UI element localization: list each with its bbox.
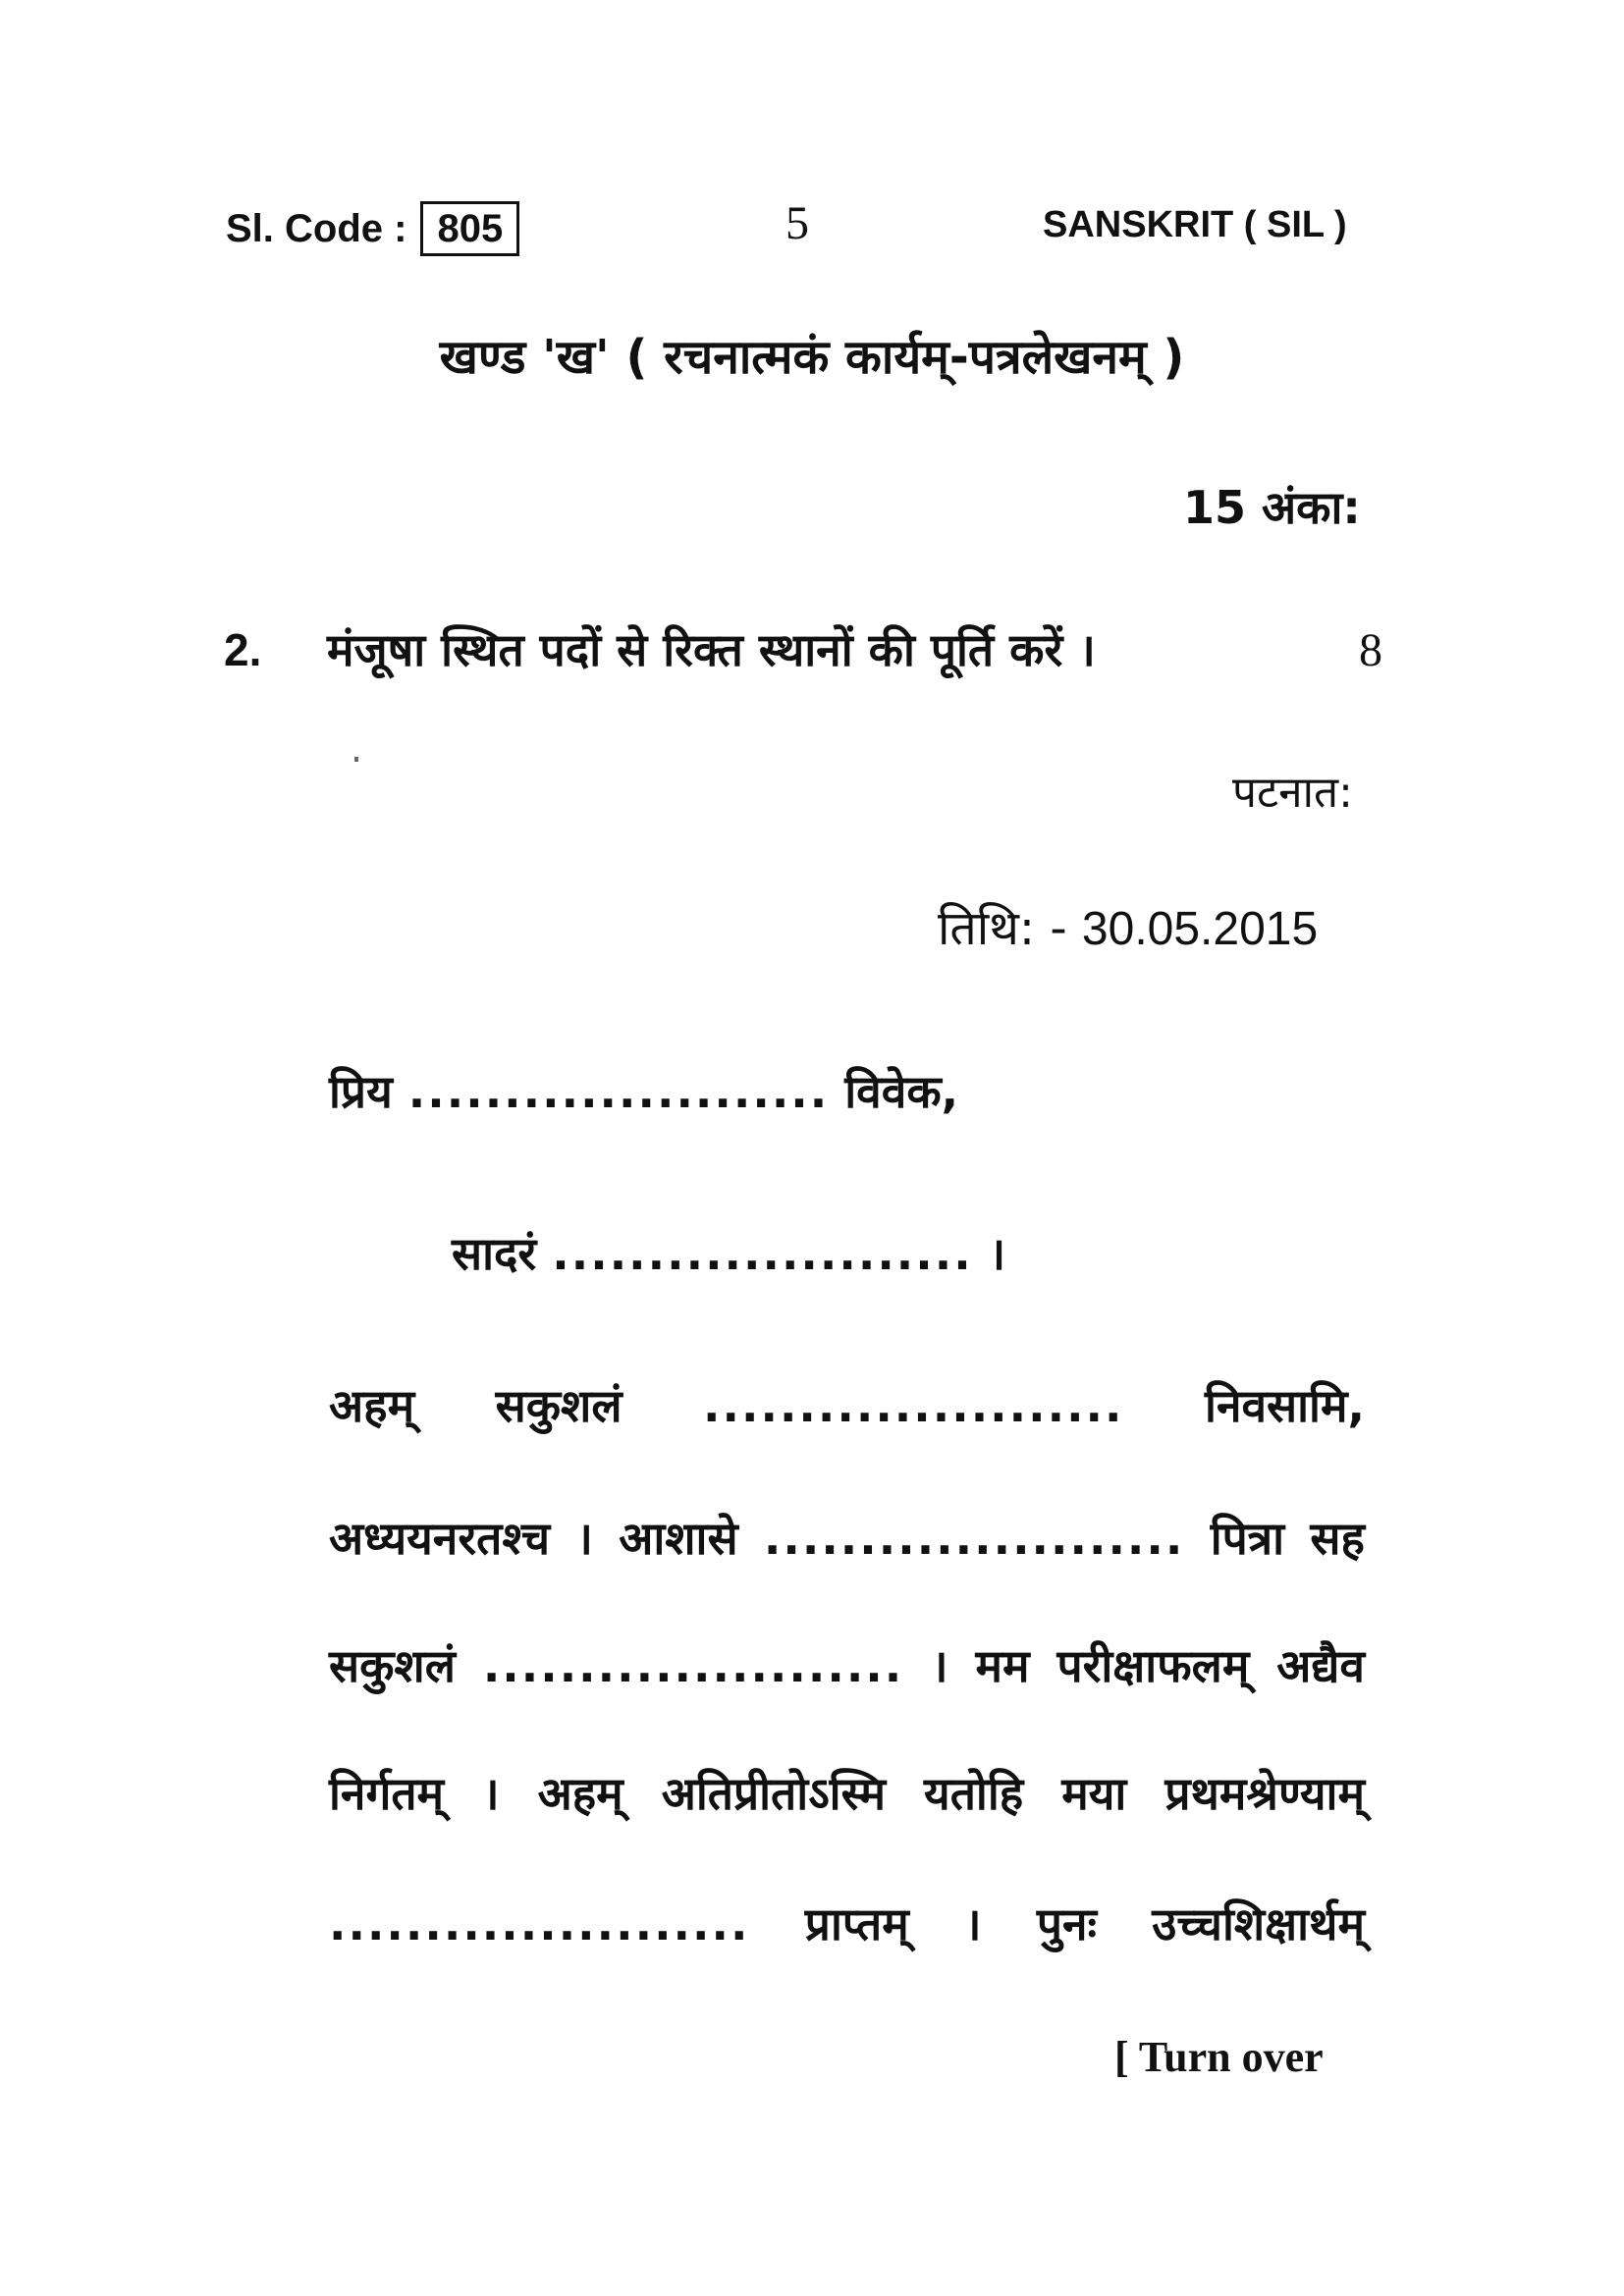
word: यतोहि: [924, 1767, 1024, 1820]
fill-blank[interactable]: ......................: [329, 1897, 750, 1950]
letter-line-4: [329, 1762, 1365, 1823]
page-number: 5: [785, 197, 809, 249]
salutation-start: प्रिय: [329, 1065, 393, 1118]
serial-code: [226, 201, 519, 256]
word: उच्चशिक्षार्थम्: [1152, 1897, 1365, 1950]
date-label: तिथि: -: [938, 901, 1067, 956]
fill-blank[interactable]: ......................: [703, 1379, 1124, 1432]
word: अतिप्रीतोऽस्मि: [661, 1767, 886, 1820]
letter-salutation: [329, 1060, 958, 1121]
letter-line-5: [329, 1893, 1365, 1953]
letter-line-1: [329, 1374, 1365, 1435]
word: अद्यैव: [1276, 1639, 1365, 1692]
danda: ।: [482, 1767, 500, 1820]
word: पित्रा: [1210, 1512, 1285, 1565]
word: आशासे: [619, 1512, 738, 1565]
word: अहम्: [537, 1767, 623, 1820]
fill-blank[interactable]: ......................: [763, 1512, 1185, 1565]
subject-title: SANSKRIT ( SIL ): [1043, 204, 1347, 245]
greeting-start: सादरं: [452, 1227, 537, 1280]
fill-blank[interactable]: ......................: [482, 1639, 904, 1692]
word: अध्ययनरतश्च: [329, 1512, 551, 1565]
letter-line-3: [329, 1634, 1365, 1695]
turn-over-note: [ Turn over: [1114, 2033, 1324, 2081]
letter-greeting: [452, 1222, 1005, 1283]
greeting-end: ।: [988, 1227, 1006, 1280]
date-value: 30.05.2015: [1081, 903, 1319, 955]
word: मया: [1061, 1767, 1127, 1820]
fill-blank[interactable]: ......................: [552, 1227, 973, 1280]
word: मम: [975, 1639, 1030, 1692]
word: सकुशलं: [329, 1639, 456, 1692]
danda: ।: [575, 1512, 593, 1565]
danda: ।: [964, 1897, 982, 1950]
section-title: खण्ड 'ख' ( रचनात्मकं कार्यम्-पत्रलेखनम् ): [439, 330, 1185, 385]
question-instruction: मंजूषा स्थित पदों से रिक्त स्थानों की पूर्ति करें ।: [327, 623, 1096, 676]
word: सह: [1310, 1512, 1365, 1565]
serial-code-value: 805: [420, 201, 519, 256]
question-marks: 8: [1359, 624, 1382, 676]
section-total-marks: 15 अंका:: [1183, 481, 1361, 534]
scan-speck: [354, 757, 358, 762]
word: पुनः: [1036, 1897, 1097, 1950]
word: निवसामि,: [1205, 1379, 1365, 1432]
question-row: [224, 618, 1382, 679]
serial-code-label: Sl. Code :: [226, 206, 407, 250]
letter-date: [938, 895, 1318, 959]
word: सकुशलं: [495, 1379, 623, 1432]
word: अहम्: [329, 1379, 415, 1432]
word: प्राप्तम्: [804, 1897, 909, 1950]
danda: ।: [931, 1639, 948, 1692]
word: परीक्षाफलम्: [1056, 1639, 1250, 1692]
fill-blank[interactable]: ......................: [407, 1065, 830, 1118]
salutation-end: विवेक,: [844, 1065, 959, 1118]
question-number: 2.: [224, 624, 262, 675]
letter-line-2: [329, 1507, 1365, 1568]
word: निर्गतम्: [329, 1767, 445, 1820]
letter-place: पटनात:: [1232, 768, 1353, 818]
word: प्रथमश्रेण्याम्: [1164, 1767, 1365, 1820]
